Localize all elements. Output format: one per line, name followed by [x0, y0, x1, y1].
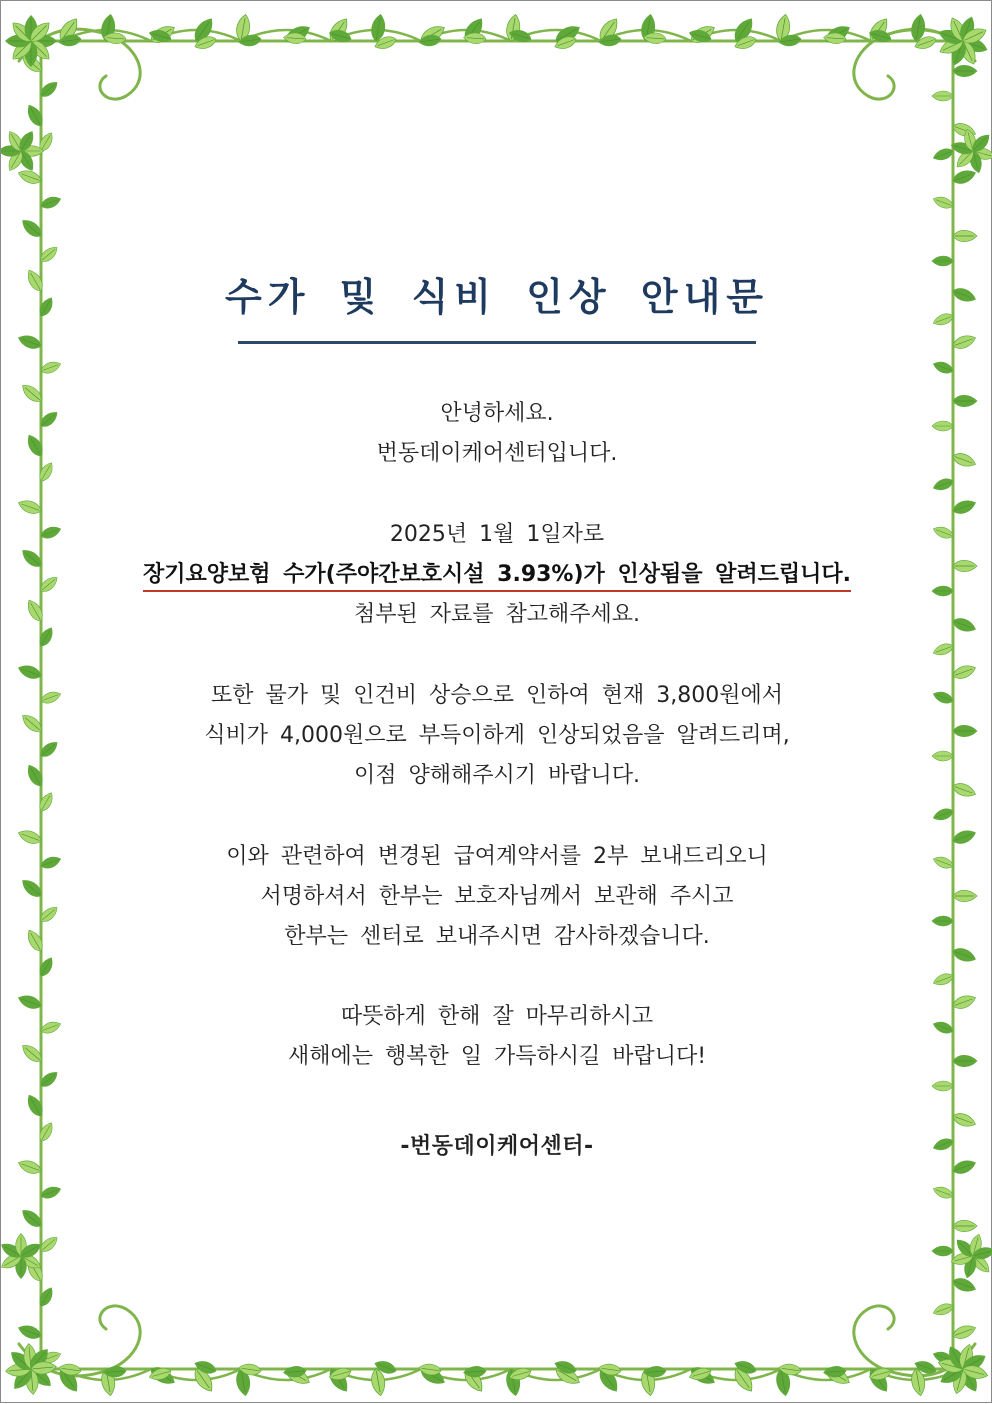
- leaf-icon: [38, 739, 61, 760]
- leaf-icon: [932, 256, 953, 266]
- leaf-icon: [25, 41, 37, 67]
- leaf-icon: [553, 34, 578, 52]
- leaf-icon: [238, 1363, 262, 1377]
- leaf-icon: [328, 28, 353, 44]
- leaf-icon: [18, 1240, 43, 1261]
- leaf-icon: [39, 854, 62, 871]
- leaf-icon: [283, 22, 313, 47]
- effective-date-line: 2025년 1월 1일자로: [389, 522, 605, 547]
- leaf-icon: [38, 409, 61, 430]
- leaf-icon: [733, 34, 758, 52]
- leaf-icon: [932, 146, 955, 163]
- leaf-icon: [38, 1069, 61, 1090]
- leaf-icon: [910, 13, 927, 42]
- leaf-icon: [37, 625, 56, 648]
- leaf-icon: [21, 146, 44, 157]
- title-underline: [238, 341, 756, 344]
- leaf-icon: [960, 1351, 988, 1374]
- leaf-icon: [235, 13, 252, 42]
- leaf-icon: [937, 36, 965, 58]
- leaf-icon: [733, 1358, 758, 1376]
- leaf-icon: [1, 1240, 24, 1261]
- leaf-icon: [823, 22, 853, 47]
- leaf-icon: [731, 1365, 757, 1394]
- leaf-icon: [688, 22, 718, 47]
- leaf-icon: [961, 35, 989, 55]
- fee-increase-text: 장기요양보험 수가(주야간보호시설 3.93%)가 인상됨을 알려드립니다.: [143, 560, 851, 592]
- leaf-icon: [19, 1041, 45, 1065]
- leaf-icon: [969, 131, 992, 154]
- leaf-icon: [508, 1366, 533, 1382]
- leaf-icon: [373, 34, 398, 52]
- leaf-icon: [418, 1363, 442, 1377]
- leaf-icon: [16, 129, 37, 154]
- leaf-icon: [932, 916, 953, 926]
- leaf-icon: [19, 51, 45, 75]
- leaf-icon: [39, 359, 62, 376]
- leaf-icon: [10, 1365, 36, 1392]
- leaf-icon: [596, 15, 622, 44]
- leaf-icon: [951, 1276, 977, 1295]
- leaf-icon: [778, 34, 802, 48]
- leaf-icon: [58, 34, 82, 48]
- leaf-icon: [968, 150, 984, 175]
- leaf-icon: [16, 497, 42, 516]
- leaf-icon: [951, 451, 977, 470]
- leaf-icon: [932, 1081, 953, 1091]
- leaf-icon: [148, 1366, 173, 1382]
- leaf-icon: [932, 689, 955, 706]
- leaf-icon: [868, 28, 893, 44]
- leaf-icon: [24, 597, 46, 623]
- leaf-icon: [418, 1363, 448, 1388]
- leaf-icon: [461, 15, 487, 44]
- leaf-icon: [24, 432, 46, 458]
- leaf-icon: [951, 1157, 977, 1176]
- leaf-icon: [962, 1255, 978, 1280]
- leaf-icon: [962, 128, 978, 153]
- leaf-icon: [972, 146, 992, 162]
- leaf-icon: [283, 1363, 313, 1388]
- leaf-icon: [24, 267, 46, 293]
- contract-paragraph: [101, 837, 893, 957]
- leaf-icon: [38, 79, 61, 100]
- leaf-icon: [56, 15, 82, 44]
- leaf-icon: [932, 641, 955, 658]
- attachment-note-line: 첨부된 자료를 참고해주세요.: [353, 602, 640, 627]
- leaf-icon: [688, 1366, 713, 1382]
- leaf-icon: [953, 147, 976, 170]
- leaf-icon: [953, 395, 977, 406]
- leaf-icon: [938, 1364, 966, 1387]
- leaf-icon: [913, 34, 938, 52]
- vine-stem: [19, 29, 140, 99]
- leaf-icon: [951, 332, 977, 351]
- leaf-icon: [370, 13, 387, 42]
- vine-stem: [19, 1306, 140, 1376]
- leaf-icon: [951, 286, 977, 305]
- leaf-icon: [19, 546, 45, 570]
- leaf-icon: [866, 15, 892, 44]
- leaf-icon: [37, 130, 56, 153]
- leaf-icon: [30, 1361, 56, 1375]
- leaf-icon: [193, 1358, 218, 1376]
- leaf-icon: [932, 1246, 953, 1256]
- leaf-icon: [910, 1368, 927, 1397]
- leaf-icon: [505, 13, 522, 42]
- leaf-icon: [688, 1363, 718, 1388]
- leaf-icon: [937, 27, 965, 47]
- leaf-icon: [19, 216, 45, 240]
- leaf-icon: [39, 1019, 62, 1036]
- meal-line-1: 또한 물가 및 인건비 상승으로 인하여 현재 3,800원에서: [211, 683, 783, 708]
- leaf-icon: [823, 1363, 853, 1388]
- leaf-icon: [16, 827, 42, 846]
- leaf-icon: [148, 1363, 178, 1388]
- leaf-icon: [5, 35, 31, 47]
- leaf-icon: [778, 1363, 802, 1377]
- meal-paragraph: [101, 676, 893, 796]
- leaf-icon: [913, 1358, 938, 1376]
- page-title: 수가 및 식비 인상 안내문: [225, 275, 769, 319]
- leaf-icon: [957, 1343, 975, 1371]
- leaf-icon: [235, 1368, 252, 1397]
- leaf-icon: [370, 1368, 387, 1397]
- leaf-icon: [961, 1363, 989, 1381]
- leaf-icon: [326, 1365, 352, 1394]
- leaf-icon: [945, 1344, 968, 1372]
- leaf-icon: [951, 167, 977, 186]
- leaf-icon: [27, 1364, 54, 1390]
- leaf-icon: [19, 1206, 45, 1230]
- leaf-icon: [39, 524, 62, 541]
- leaf-icon: [39, 1349, 62, 1366]
- leaf-icon: [37, 790, 56, 813]
- leaf-icon: [24, 1092, 46, 1118]
- leaf-icon: [932, 1349, 955, 1366]
- leaf-icon: [932, 1019, 955, 1036]
- leaf-icon: [968, 1233, 984, 1258]
- leaf-icon: [25, 1368, 39, 1394]
- leaf-icon: [8, 1348, 35, 1374]
- leaf-icon: [932, 854, 955, 871]
- leaf-icon: [951, 497, 977, 516]
- leaf-icon: [18, 1251, 43, 1272]
- leaf-icon: [100, 1368, 117, 1397]
- leaf-icon: [932, 91, 953, 101]
- leaf-icon: [283, 32, 306, 44]
- leaf-icon: [24, 1257, 46, 1283]
- leaf-icon: [19, 711, 45, 735]
- leaf-icon: [39, 194, 62, 211]
- closing-line-1: 따뜻하게 한해 잘 마무리하시고: [340, 1004, 654, 1029]
- leaf-icon: [39, 1184, 62, 1201]
- leaf-icon: [969, 1252, 992, 1275]
- leaf-icon: [24, 762, 46, 788]
- leaf-icon: [418, 22, 448, 47]
- leaf-icon: [103, 32, 126, 44]
- greeting-paragraph: [101, 394, 893, 474]
- center-intro-line: 번동데이케어센터입니다.: [376, 441, 618, 466]
- leaf-icon: [23, 1343, 37, 1369]
- leaf-icon: [505, 1368, 522, 1397]
- leaf-icon: [5, 129, 26, 154]
- leaf-icon: [951, 1111, 977, 1130]
- leaf-icon: [932, 359, 955, 376]
- leaf-icon: [950, 140, 975, 156]
- leaf-icon: [9, 19, 36, 46]
- leaf-icon: [326, 15, 352, 44]
- leaf-icon: [373, 1358, 398, 1376]
- leaf-icon: [328, 1366, 353, 1382]
- leaf-icon: [957, 15, 977, 43]
- leaf-icon: [16, 1157, 42, 1176]
- leaf-icon: [38, 244, 61, 265]
- leaf-icon: [1, 146, 21, 157]
- leaf-icon: [932, 524, 955, 541]
- leaf-icon: [932, 476, 955, 493]
- leaf-icon: [958, 38, 980, 66]
- leaf-icon: [951, 662, 977, 681]
- vine-stem: [61, 1369, 961, 1380]
- leaf-icon: [868, 1366, 893, 1382]
- leaf-icon: [418, 34, 442, 48]
- leaf-icon: [463, 32, 486, 44]
- leaf-icon: [31, 35, 57, 47]
- leaf-icon: [958, 1366, 981, 1394]
- leaf-icon: [932, 1136, 955, 1153]
- leaf-icon: [38, 574, 61, 595]
- leaf-icon: [951, 992, 977, 1011]
- leaf-icon: [932, 421, 953, 431]
- leaf-icon: [5, 148, 26, 173]
- contract-line-2: 서명하셔서 한부는 보호자님께서 보관해 주시고: [260, 884, 734, 909]
- leaf-icon: [508, 28, 533, 44]
- leaf-icon: [937, 1357, 965, 1375]
- contract-line-3: 한부는 센터로 보내주시면 감사하겠습니다.: [284, 924, 710, 949]
- signature: -번동데이케어센터-: [400, 1134, 594, 1159]
- leaf-icon: [953, 230, 977, 241]
- leaf-icon: [38, 1234, 61, 1255]
- leaf-icon: [191, 15, 217, 44]
- leaf-icon: [866, 1365, 892, 1394]
- leaf-icon: [5, 1363, 31, 1377]
- leaf-icon: [24, 927, 46, 953]
- leaf-icon: [960, 25, 988, 47]
- leaf-icon: [37, 955, 56, 978]
- leaf-icon: [38, 904, 61, 925]
- leaf-icon: [775, 1368, 792, 1397]
- leaf-icon: [823, 32, 846, 44]
- leaf-icon: [27, 19, 54, 46]
- leaf-icon: [16, 1234, 27, 1257]
- leaf-icon: [37, 295, 56, 318]
- leaf-icon: [9, 37, 36, 64]
- leaf-icon: [640, 13, 657, 42]
- leaf-icon: [932, 586, 953, 596]
- leaf-icon: [932, 1184, 955, 1201]
- leaf-icon: [932, 194, 955, 211]
- leaf-icon: [26, 1346, 52, 1373]
- leaf-icon: [16, 332, 42, 351]
- leaf-icon: [596, 1365, 622, 1394]
- leaf-icon: [37, 460, 56, 483]
- leaf-icon: [953, 890, 977, 901]
- leaf-icon: [148, 28, 173, 44]
- leaf-icon: [16, 1322, 42, 1341]
- leaf-icon: [461, 1365, 487, 1394]
- leaf-icon: [640, 1368, 657, 1397]
- leaf-icon: [953, 725, 977, 736]
- vine-stem: [854, 29, 975, 99]
- leaf-icon: [823, 1366, 846, 1378]
- leaf-icon: [953, 1220, 977, 1231]
- leaf-icon: [19, 876, 45, 900]
- leaf-icon: [553, 1358, 578, 1376]
- leaf-icon: [951, 1367, 969, 1395]
- vine-stem: [854, 1306, 975, 1376]
- leaf-icon: [775, 13, 792, 42]
- leaf-icon: [39, 689, 62, 706]
- leaf-icon: [932, 751, 953, 761]
- leaf-icon: [953, 560, 977, 571]
- leaf-icon: [643, 32, 666, 44]
- leaf-icon: [463, 1366, 486, 1378]
- leaf-icon: [24, 102, 46, 128]
- leaf-icon: [972, 1245, 992, 1261]
- leaf-icon: [16, 662, 42, 681]
- leaf-icon: [688, 28, 713, 44]
- leaf-icon: [553, 22, 583, 47]
- leaf-icon: [283, 1366, 306, 1378]
- leaf-icon: [731, 15, 757, 44]
- leaf-icon: [25, 15, 37, 41]
- leaf-icon: [953, 65, 977, 76]
- vine-stem: [61, 30, 961, 41]
- leaf-icon: [238, 34, 262, 48]
- leaf-icon: [16, 167, 42, 186]
- leaf-icon: [932, 311, 955, 328]
- leaf-icon: [951, 1322, 977, 1341]
- contract-line-1: 이와 관련하여 변경된 급여계약서를 2부 보내드리오니: [226, 844, 768, 869]
- leaf-icon: [951, 616, 977, 635]
- leaf-icon: [951, 121, 977, 140]
- leaf-icon: [643, 1366, 666, 1378]
- increase-paragraph: [101, 515, 893, 635]
- leaf-icon: [950, 1251, 975, 1267]
- leaf-icon: [58, 1363, 82, 1377]
- closing-paragraph: [101, 997, 893, 1077]
- leaf-icon: [953, 1236, 976, 1259]
- leaf-icon: [932, 806, 955, 823]
- leaf-icon: [148, 22, 178, 47]
- leaf-icon: [16, 148, 37, 173]
- leaf-icon: [103, 1366, 126, 1378]
- leaf-icon: [598, 34, 622, 48]
- leaf-icon: [37, 1120, 56, 1143]
- leaf-icon: [953, 1055, 977, 1066]
- leaf-icon: [1, 1251, 24, 1272]
- leaf-icon: [191, 1365, 217, 1394]
- leaf-icon: [598, 1363, 622, 1377]
- leaf-icon: [949, 39, 969, 67]
- leaf-icon: [932, 971, 955, 988]
- leaf-icon: [951, 946, 977, 965]
- fee-increase-line: [101, 555, 893, 595]
- greeting-line: 안녕하세요.: [440, 401, 554, 426]
- meal-line-2: 식비가 4,000원으로 부득이하게 인상되었음을 알려드리며,: [204, 723, 790, 748]
- leaf-icon: [37, 1285, 56, 1308]
- leaf-icon: [16, 1256, 27, 1279]
- leaf-icon: [951, 827, 977, 846]
- leaf-icon: [193, 34, 218, 52]
- meal-line-3: 이점 양해해주시기 바랍니다.: [353, 763, 640, 788]
- leaf-icon: [27, 37, 54, 64]
- leaf-icon: [932, 1301, 955, 1318]
- leaf-icon: [19, 381, 45, 405]
- leaf-icon: [947, 15, 969, 43]
- leaf-icon: [951, 781, 977, 800]
- leaf-icon: [56, 1365, 82, 1394]
- leaf-icon: [16, 992, 42, 1011]
- leaf-icon: [553, 1363, 583, 1388]
- leaf-icon: [100, 13, 117, 42]
- closing-line-2: 새해에는 행복한 일 가득하시길 바랍니다!: [287, 1044, 707, 1069]
